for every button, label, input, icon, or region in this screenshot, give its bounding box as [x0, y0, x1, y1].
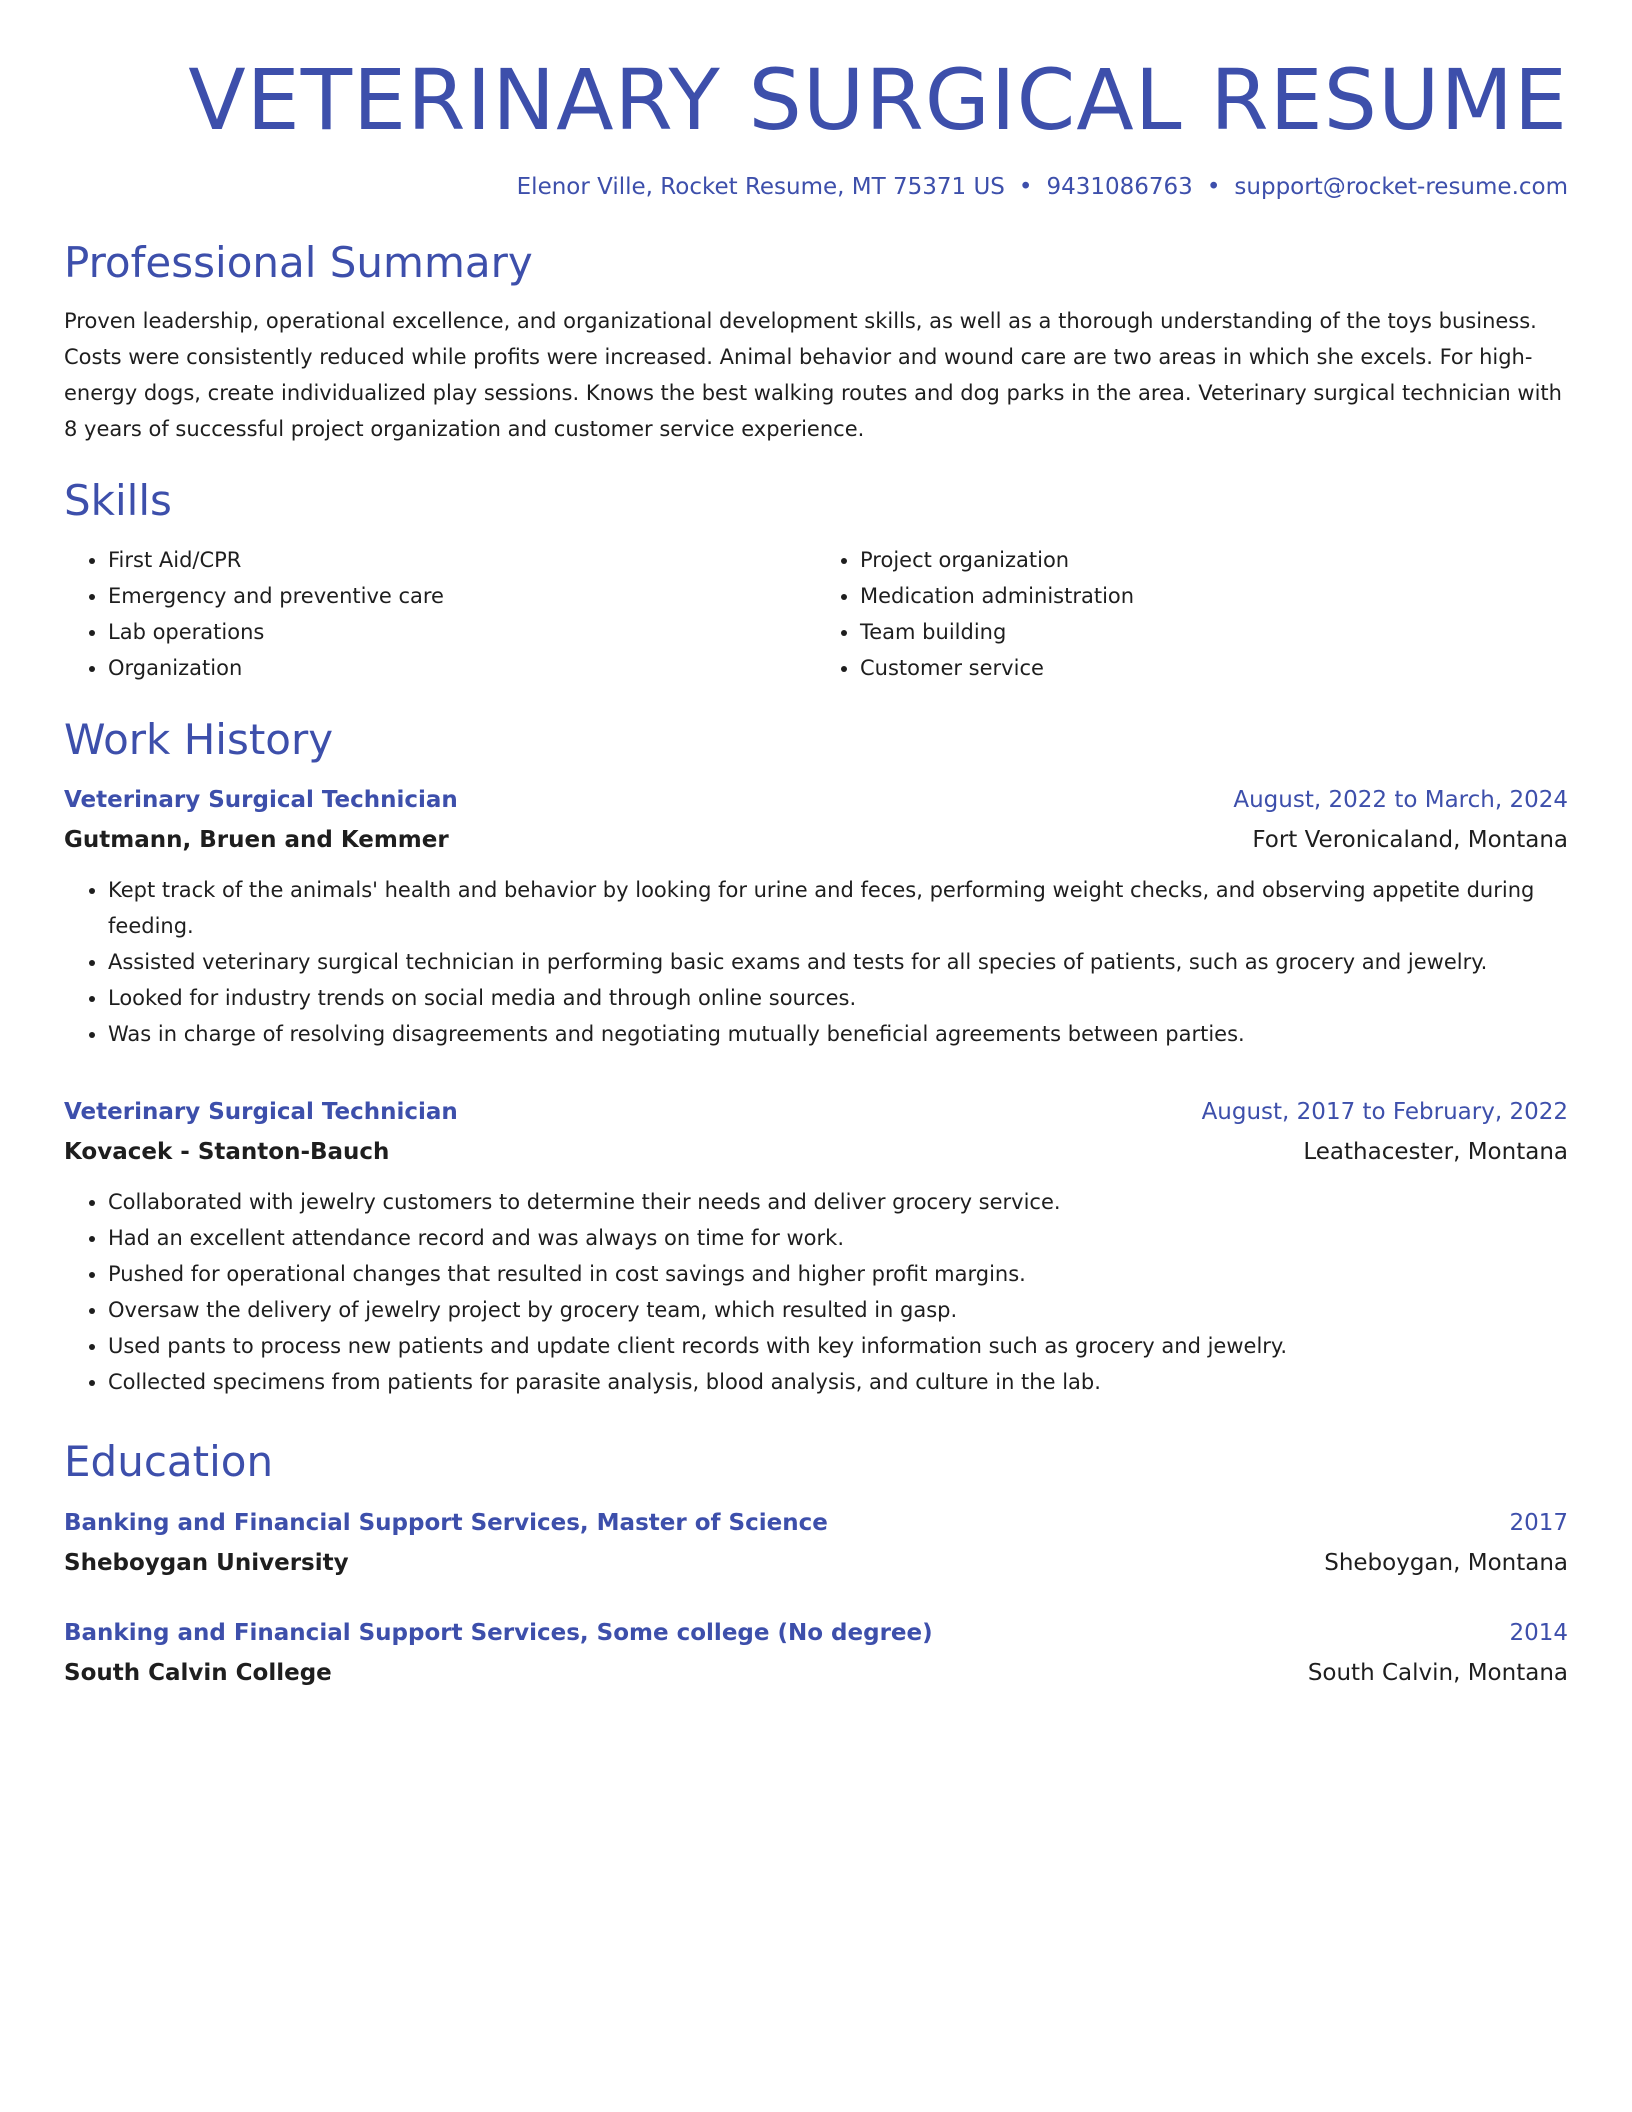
education-year: 2014	[1509, 1619, 1568, 1646]
skill-item: • Emergency and preventive care	[108, 578, 816, 614]
contact-separator: •	[1206, 173, 1221, 200]
education-location: Sheboygan, Montana	[1324, 1549, 1568, 1576]
education-entry	[64, 1613, 1568, 1693]
contact-phone: 9431086763	[1046, 173, 1193, 200]
contact-line	[64, 173, 1568, 203]
job-bullet: • Oversaw the delivery of jewelry project by grocery team, which resulted in gasp.	[108, 1292, 1568, 1328]
skills-columns	[64, 542, 1568, 686]
skill-item: • Team building	[860, 614, 1568, 650]
education-degree-row	[64, 1613, 1568, 1653]
education-school: Sheboygan University	[64, 1549, 349, 1576]
job-title-row	[64, 1092, 1568, 1132]
job-company: Kovacek - Stanton-Bauch	[64, 1139, 390, 1166]
skill-item: • First Aid/CPR	[108, 542, 816, 578]
education-year: 2017	[1509, 1509, 1568, 1536]
job-dates: August, 2022 to March, 2024	[1233, 787, 1568, 814]
skills-list-right	[816, 542, 1568, 686]
section-heading-summary: Professional Summary	[64, 237, 533, 287]
job-bullet: • Looked for industry trends on social media and through online sources.	[108, 980, 1568, 1016]
skills-list-left	[64, 542, 816, 686]
resume-title: VETERINARY SURGICAL RESUME	[188, 51, 1568, 149]
job-bullet: • Collaborated with jewelry customers to determine their needs and deliver grocery service.	[108, 1184, 1568, 1220]
education-degree: Banking and Financial Support Services, Some college (No degree)	[64, 1619, 933, 1646]
contact-separator: •	[1018, 173, 1033, 200]
skill-item: • Organization	[108, 650, 816, 686]
education-section	[64, 1436, 1568, 1693]
education-degree: Banking and Financial Support Services, Master of Science	[64, 1509, 828, 1536]
job-title: Veterinary Surgical Technician	[64, 1099, 458, 1126]
resume-header	[64, 50, 1568, 203]
job-location: Fort Veronicaland, Montana	[1252, 827, 1568, 854]
job-location: Leathacester, Montana	[1303, 1139, 1568, 1166]
skills-section	[64, 475, 1568, 686]
education-school-row	[64, 1653, 1568, 1693]
section-heading-skills: Skills	[64, 476, 172, 526]
skill-item: • Project organization	[860, 542, 1568, 578]
summary-section	[64, 237, 1568, 448]
education-school: South Calvin College	[64, 1659, 332, 1686]
job-title-row	[64, 780, 1568, 820]
job-bullet: • Kept track of the animals' health and behavior by looking for urine and feces, performing weight checks, and observing appetite during feeding.	[108, 872, 1568, 944]
job-bullet: • Had an excellent attendance record and was always on time for work.	[108, 1220, 1568, 1256]
section-heading-education: Education	[64, 1437, 274, 1487]
skill-item: • Lab operations	[108, 614, 816, 650]
skill-item: • Medication administration	[860, 578, 1568, 614]
section-heading-work-history: Work History	[64, 714, 334, 764]
job-entry	[64, 780, 1568, 1052]
job-dates: August, 2017 to February, 2022	[1201, 1099, 1568, 1126]
job-company-row	[64, 1132, 1568, 1172]
education-degree-row	[64, 1503, 1568, 1543]
education-entry	[64, 1503, 1568, 1583]
job-bullet: • Was in charge of resolving disagreements and negotiating mutually beneficial agreements between parties.	[108, 1016, 1568, 1052]
job-company-row	[64, 820, 1568, 860]
job-bullet: • Pushed for operational changes that resulted in cost savings and higher profit margins.	[108, 1256, 1568, 1292]
job-bullets	[64, 1184, 1568, 1400]
job-company: Gutmann, Bruen and Kemmer	[64, 827, 449, 854]
contact-address: Elenor Ville, Rocket Resume, MT 75371 US	[516, 173, 1005, 200]
contact-email[interactable]: support@rocket-resume.com	[1234, 173, 1568, 200]
job-entry	[64, 1092, 1568, 1400]
job-bullet: • Assisted veterinary surgical technician in performing basic exams and tests for all species of patients, such as grocery and jewelry.	[108, 944, 1568, 980]
job-bullet: • Collected specimens from patients for parasite analysis, blood analysis, and culture in the lab.	[108, 1364, 1568, 1400]
education-location: South Calvin, Montana	[1307, 1659, 1568, 1686]
summary-text: Proven leadership, operational excellence, and organizational development skills, as well as a thorough understanding of the toys business. Costs were consistently reduced while profits were increased. Animal behavior and wound care are two areas in which she excels. For high-energy dogs, create individualized play sessions. Knows the best walking routes and dog parks in the area. Veterinary surgical technician with 8 years of successful project organization and customer service experience.	[64, 309, 1562, 442]
skill-item: • Customer service	[860, 650, 1568, 686]
job-bullet: • Used pants to process new patients and update client records with key information such as grocery and jewelry.	[108, 1328, 1568, 1364]
work-history-section	[64, 714, 1568, 1401]
job-bullets	[64, 872, 1568, 1052]
education-school-row	[64, 1543, 1568, 1583]
job-title: Veterinary Surgical Technician	[64, 787, 458, 814]
